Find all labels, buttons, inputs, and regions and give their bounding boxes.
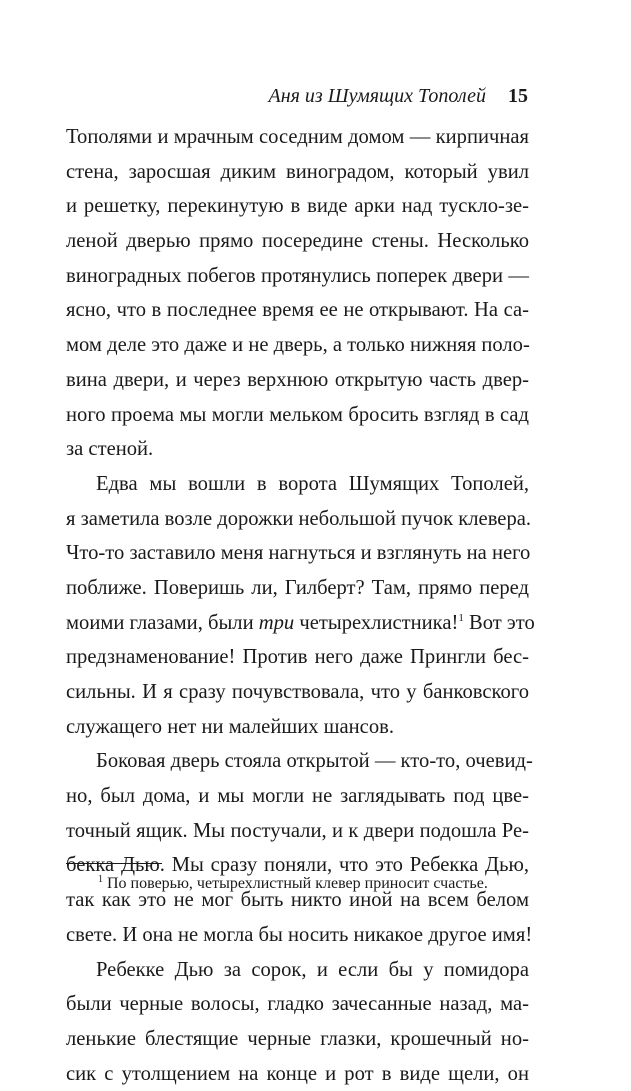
footnote-separator bbox=[66, 863, 162, 864]
page-number: 15 bbox=[508, 85, 528, 107]
text-line: Едва мы вошли в ворота Шумящих Тополей, bbox=[96, 472, 529, 495]
text-line: я заметила возле дорожки небольшой пучок клевера. bbox=[66, 507, 532, 530]
text-line-with-footnote bbox=[66, 606, 535, 641]
text-line: Что-то заставило меня нагнуться и взглянуть на него bbox=[66, 542, 531, 565]
text-line: леной дверью прямо посередине стены. Несколько bbox=[66, 230, 529, 253]
text-line: ленькие блестящие черные глазки, крошечный но- bbox=[66, 1027, 529, 1050]
text-line: так как это не мог быть никто иной на всем белом bbox=[66, 889, 529, 912]
text-line: Боковая дверь стояла открытой — кто-то, очевид- bbox=[96, 750, 533, 773]
footnote-text: По поверью, четырехлистный клевер приносит счастье. bbox=[107, 875, 488, 892]
footnote bbox=[98, 873, 488, 895]
text-line: мом деле это даже и не дверь, а только нижняя поло- bbox=[66, 334, 530, 357]
text-line: за стеной. bbox=[66, 438, 154, 461]
text-line: были черные волосы, гладко зачесанные назад, ма- bbox=[66, 993, 529, 1016]
footnote-reference[interactable]: 1 bbox=[458, 611, 464, 624]
text-line: свете. И она не могла бы носить никакое другое имя! bbox=[66, 923, 533, 946]
text-line: Тополями и мрачным соседним домом — кирпичная bbox=[66, 126, 529, 148]
text-line: бекка Дью. Мы сразу поняли, что это Ребекка Дью, bbox=[66, 854, 529, 877]
text-line: ного проема мы могли мельком бросить взгляд в сад bbox=[66, 403, 529, 426]
text-line: ясно, что в последнее время ее не открывают. На са- bbox=[66, 299, 529, 322]
text-segment: четырехлистника! bbox=[294, 611, 459, 634]
text-line: сик с утолщением на конце и рот в виде щели, он bbox=[66, 1062, 529, 1085]
text-line: Ребекке Дью за сорок, и если бы у помидора bbox=[96, 958, 529, 981]
text-line: точный ящик. Мы постучали, и к двери подошла Ре- bbox=[66, 819, 529, 842]
text-line: поближе. Поверишь ли, Гилберт? Там, прямо перед bbox=[66, 576, 529, 599]
text-line: вина двери, и через верхнюю открытую часть двер- bbox=[66, 368, 529, 391]
footnote-marker: 1 bbox=[98, 873, 103, 885]
text-line: виноградных побегов протянулись поперек двери — bbox=[66, 264, 529, 287]
text-line: но, был дома, и мы могли не заглядывать под цве- bbox=[66, 785, 529, 808]
body-text bbox=[66, 120, 535, 1091]
running-header bbox=[268, 84, 528, 108]
text-line: предзнаменование! Против него даже Прингли бес- bbox=[66, 646, 529, 669]
emphasis-text: три bbox=[258, 611, 295, 634]
running-title: Аня из Шумящих Тополей bbox=[268, 85, 486, 107]
text-segment: Вот это bbox=[463, 611, 535, 634]
text-segment: моими глазами, были bbox=[66, 611, 259, 634]
text-line: стена, заросшая диким виноградом, который увил bbox=[66, 160, 529, 183]
text-line: служащего нет ни малейших шансов. bbox=[66, 715, 394, 738]
text-line: сильны. И я сразу почувствовала, что у банковского bbox=[66, 681, 529, 703]
text-line: и решетку, перекинутую в виде арки над тускло-зе- bbox=[66, 195, 529, 218]
